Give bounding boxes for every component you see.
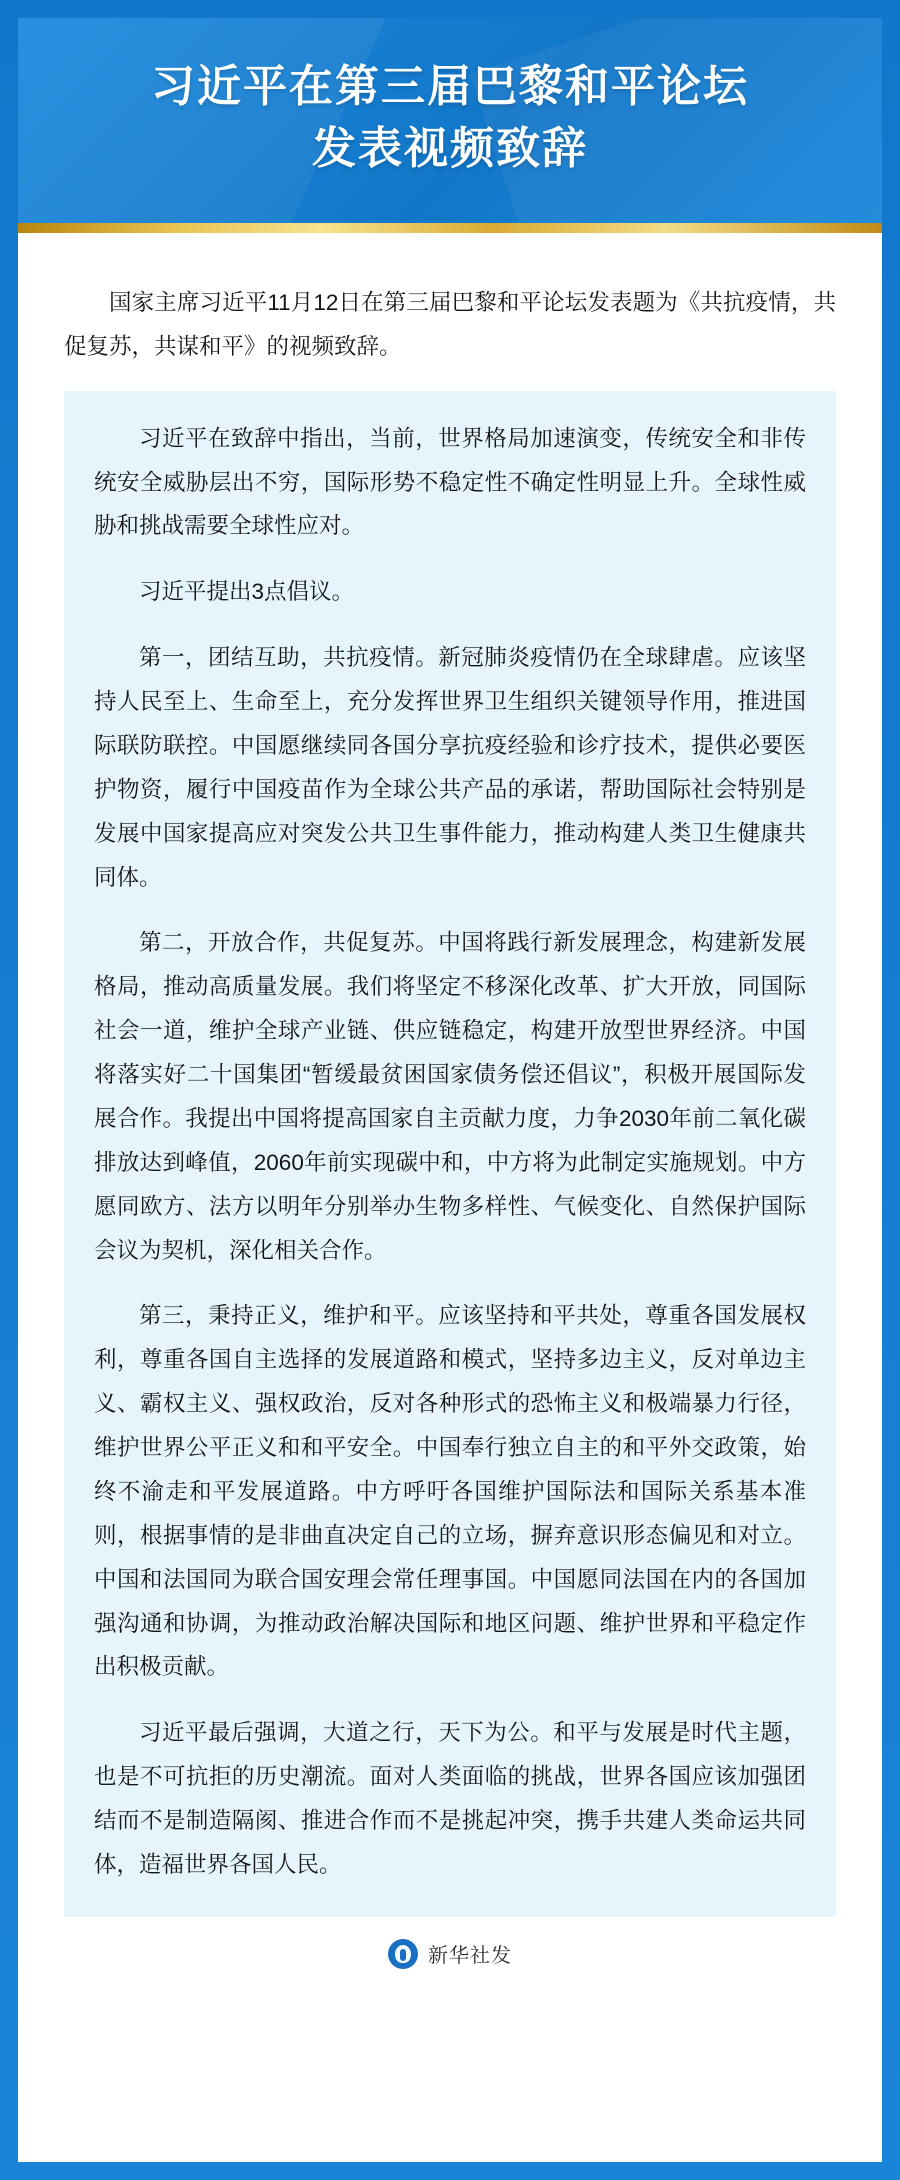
- paragraph-1: 习近平在致辞中指出，当前，世界格局加速演变，传统安全和非传统安全威胁层出不穷，国际形势不稳定性不确定性明显上升。全球性威胁和挑战需要全球性应对。: [94, 425, 806, 539]
- page-title: [58, 56, 842, 181]
- article-body: [64, 391, 836, 1917]
- lead-paragraph: 国家主席习近平11月12日在第三届巴黎和平论坛发表题为《共抗疫情，共促复苏，共谋和平》的视频致辞。: [64, 289, 836, 359]
- page-title-line-1: 习近平在第三届巴黎和平论坛: [151, 62, 749, 111]
- source-credit: 新华社发: [428, 1945, 512, 1968]
- paragraph-5: 第三，秉持正义，维护和平。应该坚持和平共处，尊重各国发展权利，尊重各国自主选择的发展道路和模式，坚持多边主义，反对单边主义、霸权主义、强权政治，反对各种形式的恐怖主义和极端暴力行径，维护世界公平正义和和平安全。中国奉行独立自主的和平外交政策，始终不渝走和平发展道路。中方呼吁各国维护国际法和国际关系基本准则，根据事情的是非曲直决定自己的立场，摒弃意识形态偏见和对立。中国和法国同为联合国安理会常任理事国。中国愿同法国在内的各国加强沟通和协调，为推动政治解决国际和地区问题、维护世界和平稳定作出积极贡献。: [94, 1303, 806, 1680]
- paragraph-3: 第一，团结互助，共抗疫情。新冠肺炎疫情仍在全球肆虐。应该坚持人民至上、生命至上，充分发挥世界卫生组织关键领导作用，推进国际联防联控。中国愿继续同各国分享抗疫经验和诊疗技术，提供必要医护物资，履行中国疫苗作为全球公共产品的承诺，帮助国际社会特别是发展中国家提高应对突发公共卫生事件能力，推动构建人类卫生健康共同体。: [94, 645, 806, 890]
- article-content: [18, 249, 882, 1917]
- paragraph-4: 第二，开放合作，共促复苏。中国将践行新发展理念，构建新发展格局，推动高质量发展。我们将坚定不移深化改革、扩大开放，同国际社会一道，维护全球产业链、供应链稳定，构建开放型世界经济。中国将落实好二十国集团“暂缓最贫困国家债务偿还倡议”，积极开展国际发展合作。我提出中国将提高国家自主贡献力度，力争2030年前二氧化碳排放达到峰值，2060年前实现碳中和，中方将为此制定实施规划。中方愿同欧方、法方以明年分别举办生物多样性、气候变化、自然保护国际会议为契机，深化相关合作。: [94, 930, 806, 1263]
- page-title-line-2: 发表视频致辞: [312, 124, 588, 174]
- paragraph-6: 习近平最后强调，大道之行，天下为公。和平与发展是时代主题，也是不可抗拒的历史潮流。面对人类面临的挑战，世界各国应该加强团结而不是制造隔阂、推进合作而不是挑起冲突，携手共建人类命运共同体，造福世界各国人民。: [94, 1720, 806, 1877]
- paragraph-2: 习近平提出3点倡议。: [139, 579, 355, 605]
- header-banner: [18, 18, 882, 223]
- spacer: [18, 233, 882, 249]
- poster-card: [18, 18, 882, 2162]
- xinhua-logo-icon: [388, 1939, 418, 1969]
- footer: [18, 1917, 882, 1989]
- gold-divider: [18, 223, 882, 233]
